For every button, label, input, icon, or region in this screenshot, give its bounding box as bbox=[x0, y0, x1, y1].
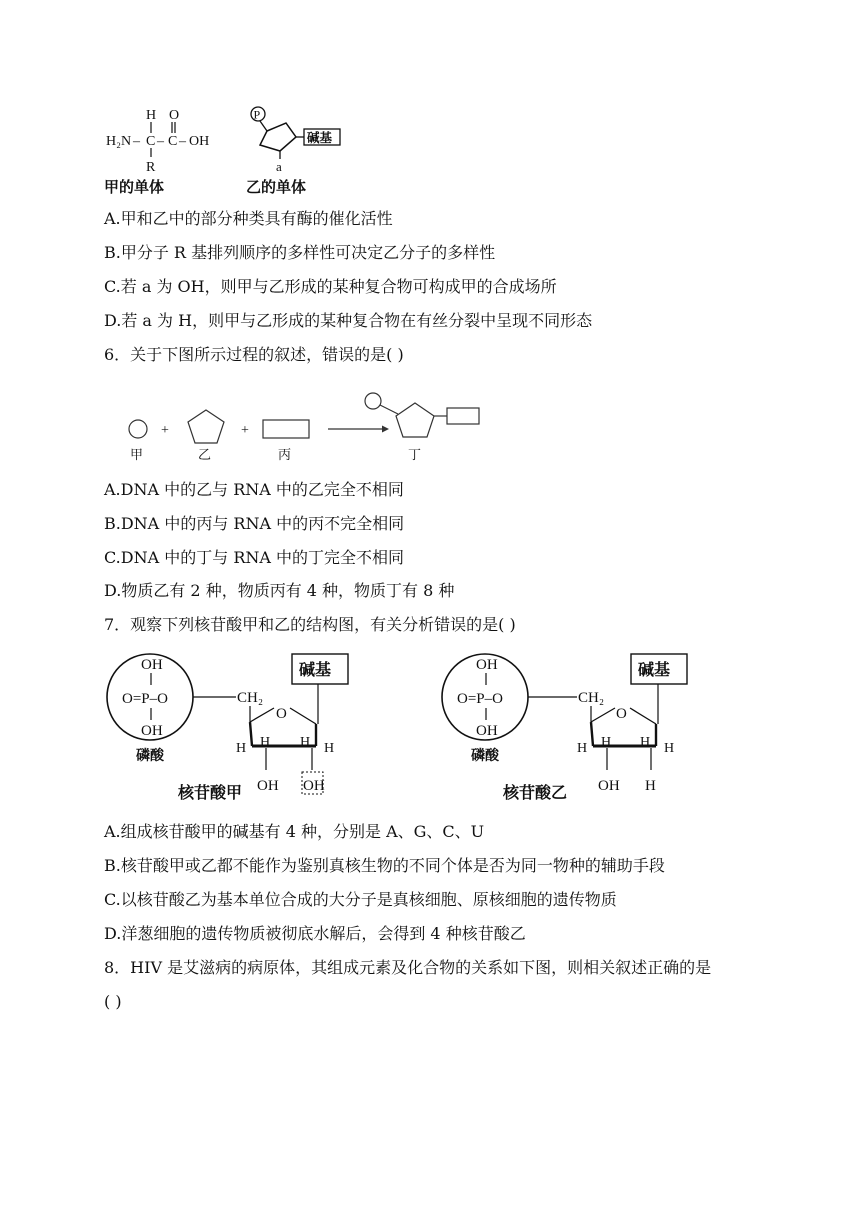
plus-sign: + bbox=[161, 423, 169, 438]
q8-stem-answer-blank: ( ) bbox=[104, 992, 122, 1011]
atom-c: C bbox=[168, 134, 178, 149]
ring-oxygen: O bbox=[616, 706, 627, 722]
amino-group: H₂N bbox=[106, 134, 132, 149]
caption-monomer-yi: 乙的单体 bbox=[246, 178, 307, 196]
rect-shape-bing bbox=[263, 420, 309, 438]
figure-nucleotide-yi bbox=[435, 642, 705, 810]
phosphate-formula: O=P–O bbox=[122, 691, 168, 707]
atom-h: H bbox=[577, 741, 588, 756]
atom-oh: OH bbox=[257, 778, 279, 794]
nucleotide-name-yi: 核苷酸乙 bbox=[503, 783, 568, 802]
q7-option-b: B.核苷酸甲或乙都不能作为鉴别真核生物的不同个体是否为同一物种的辅助手段 bbox=[104, 856, 665, 875]
phosphate-label: 磷酸 bbox=[136, 748, 164, 764]
pentagon-shape-yi bbox=[188, 410, 224, 443]
bond: – bbox=[133, 134, 140, 149]
label-ding: 丁 bbox=[408, 447, 422, 462]
atom-h: H bbox=[664, 741, 675, 756]
base-box: 碱基 bbox=[638, 660, 671, 679]
bond: – bbox=[179, 134, 186, 149]
atom-h: H bbox=[300, 735, 311, 750]
nucleotide-name-jia: 核苷酸甲 bbox=[178, 783, 243, 802]
circle-shape-jia bbox=[129, 420, 147, 438]
q7-option-c: C.以核苷酸乙为基本单位合成的大分子是真核细胞、原核细胞的遗传物质 bbox=[104, 890, 617, 909]
atom-h: H bbox=[146, 108, 157, 123]
q7-option-a: A.组成核苷酸甲的碱基有 4 种，分别是 A、G、C、U bbox=[104, 822, 485, 841]
ch2-group: CH₂ bbox=[237, 690, 264, 706]
atom-h: H bbox=[645, 778, 656, 794]
q6-option-b: B.DNA 中的丙与 RNA 中的丙不完全相同 bbox=[104, 514, 405, 533]
q6-option-c: C.DNA 中的丁与 RNA 中的丁完全不相同 bbox=[104, 548, 405, 567]
atom-h: H bbox=[640, 735, 651, 750]
q7-stem: 7．观察下列核苷酸甲和乙的结构图，有关分析错误的是( ) bbox=[104, 615, 516, 634]
atom-h: H bbox=[601, 735, 612, 750]
q8-stem: 8．HIV 是艾滋病的病原体，其组成元素及化合物的关系如下图，则相关叙述正确的是 bbox=[104, 958, 712, 977]
a-label: a bbox=[276, 159, 282, 174]
hydroxyl: OH bbox=[189, 134, 210, 149]
q6-option-a: A.DNA 中的乙与 RNA 中的乙完全不相同 bbox=[104, 480, 404, 499]
atom-h: H bbox=[260, 735, 271, 750]
label-jia: 甲 bbox=[130, 447, 144, 462]
r-group: R bbox=[146, 160, 156, 175]
q7-option-d: D.洋葱细胞的遗传物质被彻底水解后，会得到 4 种核苷酸乙 bbox=[104, 924, 526, 943]
q5-option-c: C.若 a 为 OH，则甲与乙形成的某种复合物可构成甲的合成场所 bbox=[104, 277, 557, 296]
ring-oxygen: O bbox=[276, 706, 287, 722]
phosphate-circle: P bbox=[253, 107, 261, 122]
bond: – bbox=[157, 134, 164, 149]
q5-option-b: B.甲分子 R 基排列顺序的多样性可决定乙分子的多样性 bbox=[104, 243, 496, 262]
atom-h: H bbox=[324, 741, 335, 756]
atom-oh: OH bbox=[476, 657, 498, 673]
atom-oh: OH bbox=[476, 723, 498, 739]
plus-sign: + bbox=[241, 423, 249, 438]
figure-q6-process bbox=[110, 385, 490, 465]
q6-option-d: D.物质乙有 2 种，物质丙有 4 种，物质丁有 8 种 bbox=[104, 581, 455, 600]
ch2-group: CH₂ bbox=[578, 690, 605, 706]
atom-oh-highlighted: OH bbox=[303, 778, 325, 794]
atom-oh: OH bbox=[141, 657, 163, 673]
atom-o: O bbox=[169, 108, 180, 123]
phosphate-label: 磷酸 bbox=[471, 748, 499, 764]
atom-h: H bbox=[236, 741, 247, 756]
q6-stem: 6．关于下图所示过程的叙述，错误的是( ) bbox=[104, 345, 404, 364]
atom-oh: OH bbox=[598, 778, 620, 794]
caption-monomer-jia: 甲的单体 bbox=[104, 178, 165, 196]
figure-monomers bbox=[100, 103, 360, 198]
label-yi: 乙 bbox=[198, 447, 212, 462]
base-box: 碱基 bbox=[307, 130, 333, 145]
atom-oh: OH bbox=[141, 723, 163, 739]
nucleotide-monomer bbox=[251, 107, 340, 174]
amino-acid-structure bbox=[106, 108, 209, 175]
q5-option-d: D.若 a 为 H，则甲与乙形成的某种复合物在有丝分裂中呈现不同形态 bbox=[104, 311, 593, 330]
figure-nucleotide-jia bbox=[100, 642, 360, 810]
label-bing: 丙 bbox=[278, 447, 292, 462]
q5-option-a: A.甲和乙中的部分种类具有酶的催化活性 bbox=[104, 209, 393, 228]
base-box: 碱基 bbox=[299, 660, 332, 679]
atom-c: C bbox=[146, 134, 156, 149]
phosphate-formula: O=P–O bbox=[457, 691, 503, 707]
